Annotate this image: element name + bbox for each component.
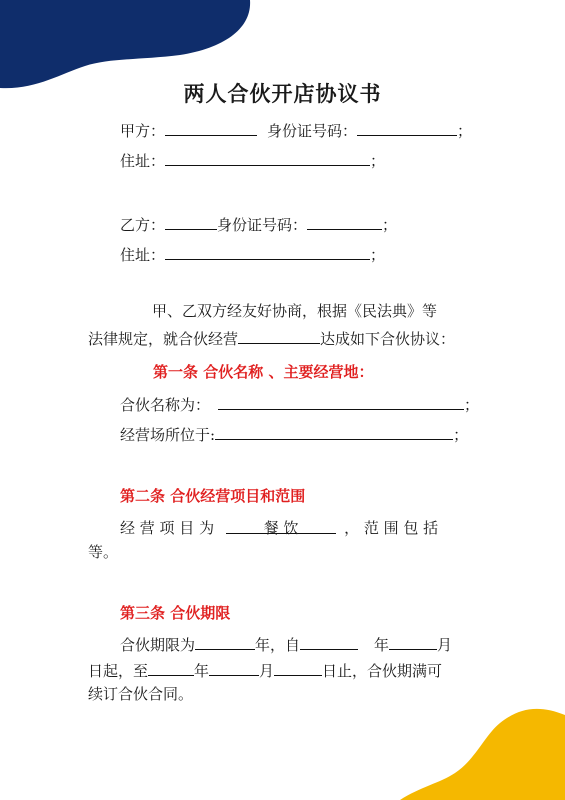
punct: ； — [453, 426, 469, 444]
end-month-blank[interactable] — [209, 660, 259, 676]
term-text: 合伙期限为 — [120, 636, 196, 654]
term-text: 日起，至 — [88, 662, 149, 680]
scope-text: ， 范 围 包 括 — [344, 519, 439, 537]
article-2-heading: 第二条 合伙经营项目和范围 — [120, 487, 306, 505]
party-b-line — [120, 214, 397, 235]
term-text: 月 — [259, 662, 275, 680]
punct: ； — [370, 152, 386, 170]
term-text: 年，自 — [255, 636, 301, 654]
term-text: 年 — [194, 662, 210, 680]
start-month-blank[interactable] — [389, 634, 437, 650]
business-items-label: 经 营 项 目 为 — [120, 519, 215, 537]
scope-line-2: 等。 — [88, 543, 119, 561]
party-a-id-blank[interactable] — [357, 120, 457, 136]
intro-line-1: 甲、乙双方经友好协商，根据《民法典》等 — [152, 302, 438, 320]
party-a-line — [120, 120, 472, 141]
partnership-name-blank[interactable] — [218, 394, 464, 410]
gold-corner-decoration — [400, 705, 565, 800]
punct: ； — [457, 122, 473, 140]
term-text: 日止，合伙期满可 — [322, 662, 443, 680]
intro-text: 达成如下合伙协议： — [320, 330, 456, 348]
location-blank[interactable] — [215, 424, 453, 440]
punct: ； — [464, 396, 480, 414]
partnership-name-label: 合伙名称为： — [120, 396, 211, 414]
end-day-blank[interactable] — [274, 660, 322, 676]
party-b-name-blank[interactable] — [165, 214, 217, 230]
party-a-id-label: 身份证号码： — [267, 122, 358, 140]
party-b-id-blank[interactable] — [307, 214, 382, 230]
punct: ； — [370, 246, 386, 264]
party-b-address-label: 住址： — [120, 246, 166, 264]
party-a-address-line — [120, 150, 385, 171]
term-line-3: 续订合伙合同。 — [88, 685, 194, 703]
party-a-address-blank[interactable] — [165, 150, 370, 166]
business-blank[interactable] — [238, 328, 320, 344]
article-3-heading: 第三条 合伙期限 — [120, 604, 231, 622]
start-year-blank[interactable] — [300, 634, 358, 650]
party-a-name-blank[interactable] — [165, 120, 257, 136]
location-label: 经营场所位于: — [120, 426, 216, 444]
term-line-1 — [120, 634, 452, 655]
document-title: 两人合伙开店协议书 — [183, 82, 382, 106]
business-items-line — [120, 518, 438, 538]
party-b-address-blank[interactable] — [165, 244, 370, 260]
partnership-name-line — [120, 394, 479, 415]
term-line-2 — [88, 660, 442, 681]
term-text: 月 — [437, 636, 453, 654]
location-line — [120, 424, 468, 445]
business-items-value[interactable]: 餐 饮 — [226, 518, 336, 534]
term-years-blank[interactable] — [195, 634, 255, 650]
party-a-address-label: 住址： — [120, 152, 166, 170]
intro-line-2 — [88, 328, 455, 349]
party-b-address-line — [120, 244, 385, 265]
punct: ； — [382, 216, 398, 234]
intro-text: 法律规定，就合伙经营 — [88, 330, 239, 348]
party-b-label: 乙方： — [120, 216, 166, 234]
party-a-label: 甲方： — [120, 122, 166, 140]
term-text: 年 — [374, 636, 390, 654]
party-b-id-label: 身份证号码： — [217, 216, 308, 234]
end-year-blank[interactable] — [148, 660, 194, 676]
article-1-heading: 第一条 合伙名称 、主要经营地： — [153, 363, 374, 381]
